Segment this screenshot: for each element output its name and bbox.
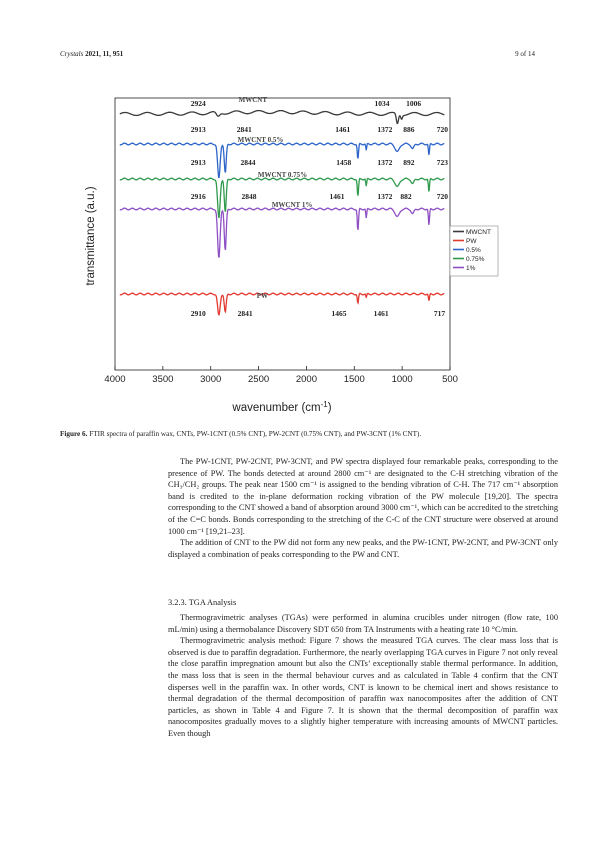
series-annotation: MWCNT (238, 96, 268, 104)
series-line-1pct (120, 208, 445, 257)
x-tick-label: 3500 (152, 374, 174, 385)
body-text-ftir (168, 456, 558, 560)
peak-label: 892 (403, 158, 415, 167)
journal-name: Crystals (60, 50, 84, 58)
series-annotation: MWCNT 0.75% (257, 171, 308, 179)
figure-caption (60, 430, 540, 438)
x-tick-label: 2000 (295, 374, 317, 385)
y-axis-label: transmittance (a.u.) (85, 186, 97, 286)
legend-label: MWCNT (466, 229, 491, 236)
series-line-MWCNT (120, 111, 445, 124)
x-tick-label: 2500 (248, 374, 270, 385)
peak-label: 2913 (190, 158, 206, 167)
peak-label: 1458 (336, 158, 352, 167)
series-annotation: PW (256, 292, 269, 300)
legend (450, 226, 498, 276)
series-annotation: MWCNT 1% (271, 201, 313, 209)
legend-label: 0.5% (466, 247, 481, 254)
peak-label: 1461 (373, 309, 389, 318)
peak-label: 2841 (237, 309, 253, 318)
x-tick-label: 4000 (104, 374, 126, 385)
running-header-journal (60, 50, 123, 58)
figure-caption-text: FTIR spectra of paraffin wax, CNTs, PW-1CNT (0.5% CNT), PW-2CNT (0.75% CNT), and PW-3CNT (1% CNT). (89, 430, 422, 438)
series-line-0.75pct (120, 178, 445, 217)
body-text-tga (168, 612, 558, 740)
peak-label: 1372 (377, 158, 393, 167)
peak-label: 2913 (190, 125, 206, 134)
peak-label: 1372 (377, 125, 393, 134)
peak-label: 1461 (329, 192, 345, 201)
legend-label: 0.75% (466, 256, 485, 263)
peak-label: 2916 (190, 192, 206, 201)
peak-label: 720 (436, 192, 448, 201)
journal-year-volume: 2021, 11, 951 (85, 50, 124, 58)
section-heading-tga: 3.2.3. TGA Analysis (168, 598, 237, 607)
peak-label: 1034 (374, 99, 390, 108)
peak-label: 1006 (406, 99, 422, 108)
peak-label: 2924 (190, 99, 206, 108)
paragraph-ftir-peaks: The PW-1CNT, PW-2CNT, PW-3CNT, and PW spectra displayed four remarkable peaks, corresponding to the presence of PW. The bonds detected at around 2800 cm⁻¹ are designated to the C-H stretching vibration of the CH₃/CH₂ groups. The peak near 1500 cm⁻¹ is assigned to the bending vibration of C-H. The 717 cm⁻¹ absorption band is credited to the in-plane deformation rocking vibration of the PW molecule [19,20]. The spectra corresponding to the CNT showed a band of absorption around 3000 cm⁻¹, which can be accredited to the stretching of the C=C bonds. Bonds corresponding to the stretching of the C-C of the CNT structure were observed at around 1000 cm⁻¹ [19,21–23]. (168, 457, 558, 536)
peak-label: 720 (436, 125, 448, 134)
paragraph-tga-setup: Thermogravimetric analyses (TGAs) were performed in alumina crucibles under nitrogen (flow rate, 100 mL/min) using a thermobalance Discovery SDT 650 from TA Instruments with a heating rate 10 °C/min. (168, 613, 558, 634)
figure-caption-label: Figure 6. (60, 430, 88, 438)
x-tick-label: 500 (442, 374, 458, 385)
peak-label: 2910 (190, 309, 206, 318)
peak-label: 717 (433, 309, 446, 318)
series-annotation: MWCNT 0.5% (237, 136, 284, 144)
peak-label: 2844 (240, 158, 256, 167)
ftir-chart (80, 92, 520, 422)
x-tick-label: 3000 (200, 374, 222, 385)
x-tick-label: 1000 (391, 374, 413, 385)
legend-label: PW (466, 238, 477, 245)
legend-label: 1% (466, 265, 476, 272)
x-tick-label: 1500 (343, 374, 365, 385)
peak-label: 723 (436, 158, 448, 167)
paragraph-cnt-addition: The addition of CNT to the PW did not form any new peaks, and the PW-1CNT, PW-2CNT, and PW-3CNT only displayed a combination of peaks corresponding to the PW and CNT. (168, 538, 558, 559)
peak-label: 886 (403, 125, 415, 134)
peak-label: 1465 (331, 309, 347, 318)
peak-label: 2841 (236, 125, 252, 134)
peak-label: 882 (400, 192, 412, 201)
x-axis-label: wavenumber $(cm^{-1})$ (232, 400, 332, 414)
peak-label: 1461 (335, 125, 351, 134)
series-line-PW (120, 293, 445, 315)
peak-label: 1372 (377, 192, 393, 201)
page-number: 9 of 14 (515, 50, 535, 58)
paragraph-tga-method: Thermogravimetric analysis method: Figure 7 shows the measured TGA curves. The clear mass loss that is observed is due to paraffin degradation. Furthermore, the nearly overlapping TGA curves in Figure 7 not only reveal the close paraffin impregnation amount but also the CNTs’ exceptionally stable thermal performance. In addition, the mass loss that is seen in the thermal behaviour curves and as calculated in Table 4 confirm that the CNT disperses well in the paraffin wax. In other words, CNT is known to be chemical inert and shows resistance to thermal degradation of the thermal decomposition of paraffin wax nanocomposites after the addition of CNT particles, as shown in Table 4 and Figure 7. It is shown that the thermal decomposition of paraffin wax nanocomposites gradually moves to a slightly higher temperature with increasing amounts of MWCNT particles. Even though (168, 636, 558, 738)
peak-label: 2848 (241, 192, 257, 201)
